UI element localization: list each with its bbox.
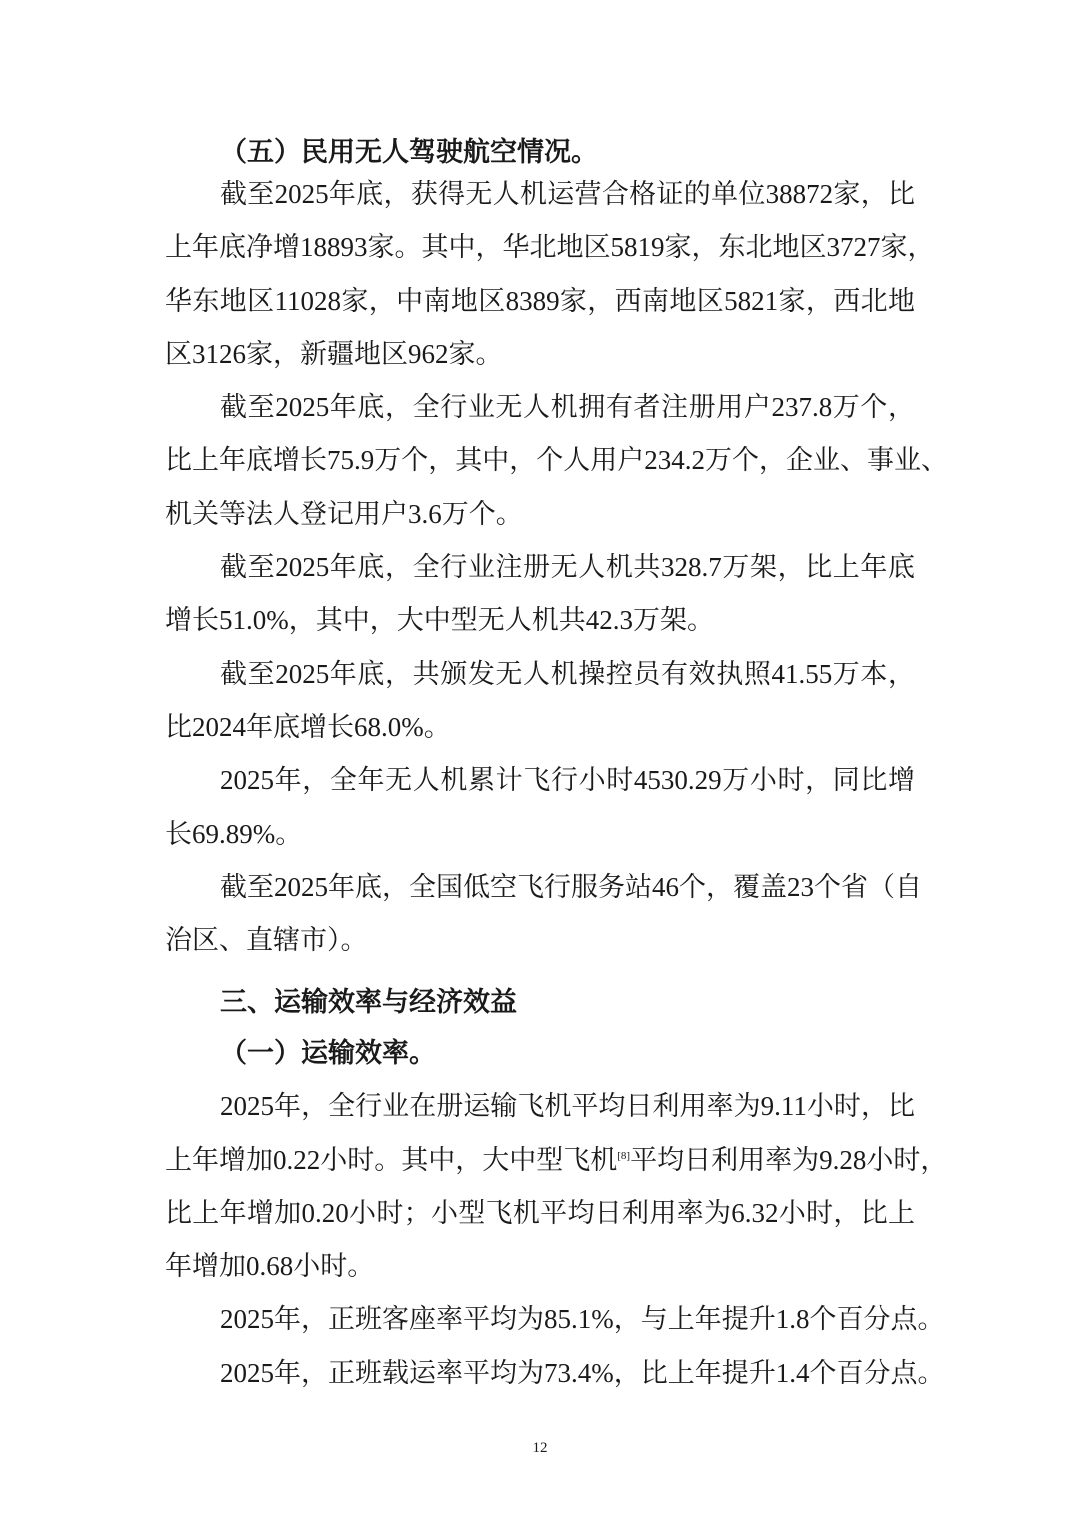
efficiency-section-body (165, 1027, 948, 1400)
paragraph-line: 截至2025年底，获得无人机运营合格证的单位38872家，比 (220, 179, 915, 209)
paragraph-line: 比上年增加0.20小时；小型飞机平均日利用率为6.32小时，比上 (165, 1197, 915, 1228)
paragraph-line: 截至2025年底，全国低空飞行服务站46个，覆盖23个省（自 (220, 871, 922, 902)
line-text: 上年增加0.22小时。其中，大中型飞机 (165, 1144, 618, 1175)
paragraph-line: 截至2025年底，全行业注册无人机共328.7万架，比上年底 (220, 552, 915, 583)
chapter-3-heading-block (165, 976, 915, 1029)
paragraph-line: 华东地区11028家，中南地区8389家，西南地区5821家，西北地 (165, 285, 915, 316)
paragraph-line: 区3126家，新疆地区962家。 (165, 338, 503, 369)
chapter-3-title: 三、运输效率与经济效益 (220, 987, 517, 1017)
paragraph-line: 截至2025年底，全行业无人机拥有者注册用户237.8万个， (220, 392, 915, 423)
section-1-title: （一）运输效率。 (220, 1038, 436, 1068)
paragraph-line: 机关等法人登记用户3.6万个。 (165, 498, 523, 529)
paragraph-line: 比2024年底增长68.0%。 (165, 711, 451, 742)
paragraph-line: 截至2025年底，共颁发无人机操控员有效执照41.55万本， (220, 658, 915, 689)
paragraph-line: 2025年，正班客座率平均为85.1%，与上年提升1.8个百分点。 (220, 1304, 945, 1335)
paragraph-line: 2025年，全行业在册运输飞机平均日利用率为9.11小时，比 (220, 1091, 915, 1122)
paragraph-line: 2025年，全年无人机累计飞行小时4530.29万小时，同比增 (220, 765, 915, 796)
paragraph-line: 上年底净增18893家。其中，华北地区5819家，东北地区3727家， (165, 232, 935, 263)
page-number: 12 (532, 1440, 548, 1456)
line-text: 平均日利用率为9.28小时， (630, 1144, 948, 1175)
paragraph-line: 长69.89%。 (165, 818, 303, 849)
paragraph-line: 2025年，正班载运率平均为73.4%，比上年提升1.4个百分点。 (220, 1357, 945, 1388)
paragraph-line: 增长51.0%，其中，大中型无人机共42.3万架。 (165, 605, 714, 636)
paragraph-line: 治区、直辖市）。 (165, 925, 368, 956)
footnote-reference: [8] (617, 1149, 631, 1162)
paragraph-line (165, 1134, 948, 1187)
section-5-title: （五）民用无人驾驶航空情况。 (220, 137, 598, 167)
paragraph-line: 年增加0.68小时。 (165, 1251, 375, 1282)
drone-section-body (165, 168, 948, 967)
paragraph-line: 比上年底增长75.9万个，其中，个人用户234.2万个，企业、事业、 (165, 445, 948, 476)
